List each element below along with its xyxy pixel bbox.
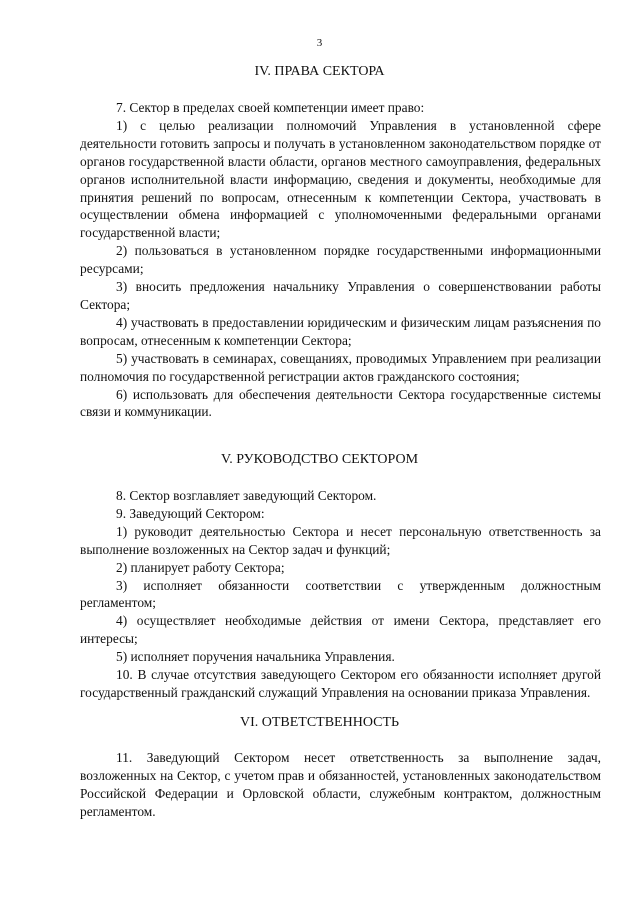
paragraph: 5) участвовать в семинарах, совещаниях, проводимых Управлением при реализации полномочия по государственной регистрации актов гражданского состояния; — [80, 350, 601, 384]
paragraph: 10. В случае отсутствия заведующего Сектором его обязанности исполняет другой государственный гражданский служащий Управления на основании приказа Управления. — [80, 667, 601, 700]
section-management-body — [80, 487, 601, 702]
section-heading-responsibility: VI. ОТВЕТСТВЕННОСТЬ — [239, 715, 400, 730]
paragraph: 6) использовать для обеспечения деятельности Сектора государственные системы связи и коммуникации. — [80, 386, 601, 420]
paragraph: 3) исполняет обязанности соответствии с утвержденным должностным регламентом; — [80, 577, 601, 611]
paragraph: 8. Сектор возглавляет заведующий Сектором. — [116, 488, 377, 503]
paragraph: 2) планирует работу Сектора; — [116, 559, 285, 575]
paragraph: 9. Заведующий Сектором: — [116, 505, 265, 521]
paragraph: 7. Сектор в пределах своей компетенции имеет право: — [116, 100, 425, 115]
paragraph: 1) с целью реализации полномочий Управления в установленной сфере деятельности готовить запросы и получать в установленном законодательством порядке от органов государственной власти области, органов местного самоуправления, федеральных органов исполнительной власти информацию, сведения и документы, необходимые для принятия решений по вопросам, отнесенным к компетенции Сектора, участвовать в осуществлении обмена информацией с уполномоченными федеральными органами государственной власти; — [80, 117, 601, 241]
section-responsibility-body — [80, 749, 601, 821]
section-rights-body — [80, 99, 601, 421]
section-heading-rights: IV. ПРАВА СЕКТОРА — [254, 64, 385, 79]
paragraph: 3) вносить предложения начальнику Управления о совершенствовании работы Сектора; — [80, 279, 601, 312]
paragraph: 1) руководит деятельностью Сектора и несет персональную ответственность за выполнение возложенных на Сектор задач и функций; — [80, 523, 601, 557]
section-heading-management: V. РУКОВОДСТВО СЕКТОРОМ — [220, 452, 419, 467]
paragraph: 4) осуществляет необходимые действия от имени Сектора, представляет его интересы; — [80, 613, 601, 647]
page-number: 3 — [316, 37, 323, 49]
paragraph: 11. Заведующий Сектором несет ответственность за выполнение задач, возложенных на Сектор, с учетом прав и обязанностей, установленных законодательством Российской Федерации и Орловской области, служебным контрактом, должностным регламентом. — [80, 750, 601, 819]
paragraph: 5) исполняет поручения начальника Управления. — [116, 649, 395, 665]
paragraph: 2) пользоваться в установленном порядке государственными информационными ресурсами; — [80, 243, 601, 277]
paragraph: 4) участвовать в предоставлении юридическим и физическим лицам разъяснения по вопросам, отнесенным к компетенции Сектора; — [80, 314, 601, 348]
